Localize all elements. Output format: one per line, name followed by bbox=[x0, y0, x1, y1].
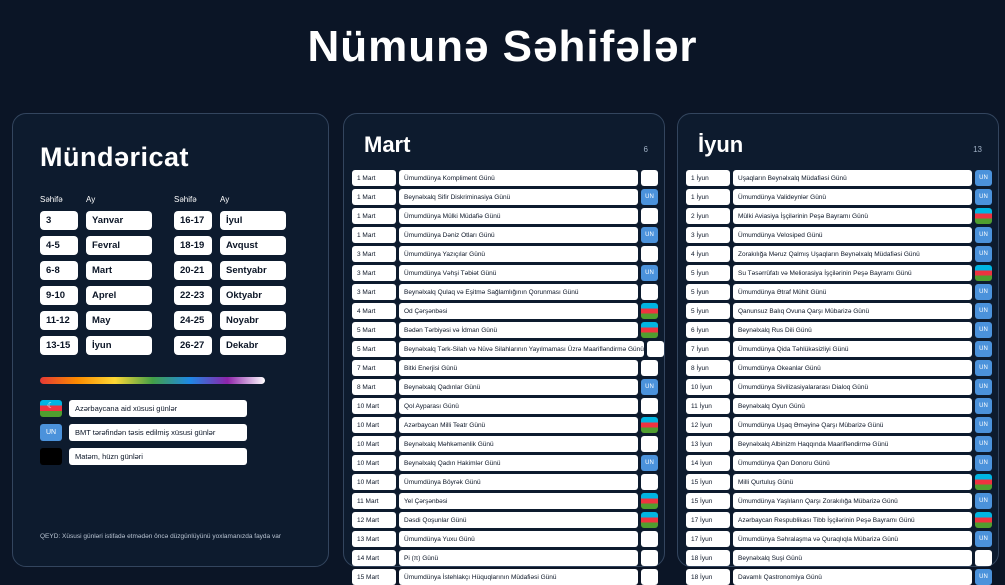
table-row[interactable] bbox=[352, 474, 658, 490]
row-name: Beynəlxalq Rus Dili Günü bbox=[733, 322, 972, 338]
toc-header-left bbox=[40, 195, 152, 204]
table-row[interactable] bbox=[352, 436, 658, 452]
un-flag-icon: UN bbox=[975, 493, 992, 509]
table-row[interactable] bbox=[686, 246, 992, 262]
row-date: 1 Mart bbox=[352, 170, 396, 186]
rainbow-divider bbox=[40, 377, 265, 384]
table-row[interactable] bbox=[352, 531, 658, 547]
row-date: 15 Mart bbox=[352, 569, 396, 585]
row-name: Azərbaycan Milli Teatr Günü bbox=[399, 417, 638, 433]
row-date: 15 İyun bbox=[686, 493, 730, 509]
toc-month: Avqust bbox=[220, 236, 286, 255]
table-row[interactable] bbox=[686, 360, 992, 376]
toc-row[interactable] bbox=[174, 211, 286, 230]
row-date: 13 İyun bbox=[686, 436, 730, 452]
toc-page: 24-25 bbox=[174, 311, 212, 330]
row-date: 1 İyun bbox=[686, 170, 730, 186]
row-date: 4 İyun bbox=[686, 246, 730, 262]
row-date: 5 İyun bbox=[686, 284, 730, 300]
row-name: Zorakılığa Məruz Qalmış Uşaqların Beynəlxalq Müdafiəsi Günü bbox=[733, 246, 972, 262]
row-date: 1 Mart bbox=[352, 189, 396, 205]
row-name: Azərbaycan Respublikası Tibb İşçilərinin Peşə Bayramı Günü bbox=[733, 512, 972, 528]
row-date: 2 İyun bbox=[686, 208, 730, 224]
month-card-iyun bbox=[677, 113, 999, 581]
legend-label: BMT tərəfindən təsis edilmiş xüsusi günlər bbox=[69, 424, 247, 441]
row-name: Beynəlxalq Qulaq və Eşitmə Sağlamlığının Qorunması Günü bbox=[399, 284, 638, 300]
row-name: Ümumdünya Yuxu Günü bbox=[399, 531, 638, 547]
row-name: Ümumdünya Valideynlər Günü bbox=[733, 189, 972, 205]
az-flag-icon bbox=[641, 303, 658, 319]
un-flag-icon: UN bbox=[975, 227, 992, 243]
table-row[interactable] bbox=[352, 265, 658, 281]
row-mark-icon bbox=[641, 284, 658, 300]
table-row[interactable] bbox=[686, 436, 992, 452]
table-row[interactable] bbox=[686, 417, 992, 433]
az-flag-icon bbox=[975, 208, 992, 224]
un-flag-icon: UN bbox=[641, 455, 658, 471]
row-mark-icon bbox=[975, 550, 992, 566]
row-mark-icon bbox=[641, 208, 658, 224]
row-date: 1 İyun bbox=[686, 189, 730, 205]
table-row[interactable] bbox=[686, 265, 992, 281]
row-date: 18 İyun bbox=[686, 569, 730, 585]
table-row[interactable] bbox=[686, 284, 992, 300]
table-row[interactable] bbox=[352, 322, 658, 338]
row-date: 5 Mart bbox=[352, 322, 396, 338]
row-date: 8 Mart bbox=[352, 379, 396, 395]
row-name: Yel Çərşənbəsi bbox=[399, 493, 638, 509]
table-row[interactable] bbox=[352, 284, 658, 300]
row-name: Ümumdünya Kompliment Günü bbox=[399, 170, 638, 186]
un-flag-icon: UN bbox=[975, 284, 992, 300]
toc-row[interactable] bbox=[40, 211, 152, 230]
toc-row[interactable] bbox=[174, 236, 286, 255]
iyun-rows bbox=[686, 170, 992, 585]
row-name: Ümumdünya Yazıçılar Günü bbox=[399, 246, 638, 262]
table-row[interactable] bbox=[686, 322, 992, 338]
month-header bbox=[678, 114, 998, 158]
row-mark-icon bbox=[641, 360, 658, 376]
row-name: Od Çərşənbəsi bbox=[399, 303, 638, 319]
row-name: Qanunsuz Balıq Ovuna Qarşı Mübarizə Günü bbox=[733, 303, 972, 319]
row-date: 17 İyun bbox=[686, 512, 730, 528]
toc-page: 20-21 bbox=[174, 261, 212, 280]
row-date: 6 İyun bbox=[686, 322, 730, 338]
un-flag-icon: UN bbox=[40, 424, 62, 441]
toc-page: 11-12 bbox=[40, 311, 78, 330]
toc-month: Mart bbox=[86, 261, 152, 280]
row-date: 15 İyun bbox=[686, 474, 730, 490]
row-date: 10 Mart bbox=[352, 398, 396, 414]
toc-column-right bbox=[174, 195, 286, 361]
row-name: Ümumdünya Qida Təhlükəsizliyi Günü bbox=[733, 341, 972, 357]
toc-row[interactable] bbox=[174, 261, 286, 280]
toc-page: 16-17 bbox=[174, 211, 212, 230]
row-name: Ümumdünya Velosiped Günü bbox=[733, 227, 972, 243]
row-name: Beynəlxalq Oyun Günü bbox=[733, 398, 972, 414]
row-date: 10 Mart bbox=[352, 417, 396, 433]
table-row[interactable] bbox=[352, 170, 658, 186]
toc-month: Dekabr bbox=[220, 336, 286, 355]
month-page-number: 13 bbox=[973, 145, 982, 154]
legend-label: Azərbaycana aid xüsusi günlər bbox=[69, 400, 247, 417]
table-of-contents-card bbox=[12, 113, 329, 567]
table-row[interactable] bbox=[686, 189, 992, 205]
toc-title: Mündəricat bbox=[40, 142, 190, 172]
row-date: 7 İyun bbox=[686, 341, 730, 357]
toc-page: 3 bbox=[40, 211, 78, 230]
table-row[interactable] bbox=[352, 493, 658, 509]
table-row[interactable] bbox=[686, 493, 992, 509]
row-name: Davamlı Qastronomiya Günü bbox=[733, 569, 972, 585]
row-name: Mülki Aviasiya İşçilərinin Peşə Bayramı Günü bbox=[733, 208, 972, 224]
month-name: İyun bbox=[698, 132, 744, 157]
table-row[interactable] bbox=[352, 360, 658, 376]
az-flag-icon bbox=[975, 474, 992, 490]
toc-month: İyul bbox=[220, 211, 286, 230]
row-name: Ümumdünya Dəniz Otları Günü bbox=[399, 227, 638, 243]
table-row[interactable] bbox=[686, 569, 992, 585]
toc-page: 18-19 bbox=[174, 236, 212, 255]
row-date: 11 İyun bbox=[686, 398, 730, 414]
un-flag-icon: UN bbox=[975, 398, 992, 414]
toc-header-month: Ay bbox=[86, 195, 96, 204]
legend bbox=[40, 400, 328, 465]
az-flag-icon bbox=[641, 493, 658, 509]
toc-row[interactable] bbox=[40, 261, 152, 280]
row-name: Ümumdünya Uşaq Əməyinə Qarşı Mübarizə Günü bbox=[733, 417, 972, 433]
table-row[interactable] bbox=[352, 417, 658, 433]
month-card-mart bbox=[343, 113, 665, 581]
row-name: Ümumdünya Yaşlıların Qarşı Zorakılığa Mübarizə Günü bbox=[733, 493, 972, 509]
month-header bbox=[344, 114, 664, 158]
un-flag-icon: UN bbox=[975, 436, 992, 452]
toc-header-page: Səhifə bbox=[40, 195, 63, 204]
un-flag-icon: UN bbox=[975, 455, 992, 471]
row-name: Ümumdünya İstehlakçı Hüquqlarının Müdafiəsi Günü bbox=[399, 569, 638, 585]
un-flag-icon: UN bbox=[641, 265, 658, 281]
row-name: Su Təsərrüfatı və Meliorasiya İşçilərinin Peşə Bayramı Günü bbox=[733, 265, 972, 281]
row-mark-icon bbox=[641, 398, 658, 414]
row-date: 10 Mart bbox=[352, 474, 396, 490]
table-row[interactable] bbox=[686, 227, 992, 243]
row-date: 18 İyun bbox=[686, 550, 730, 566]
row-name: Ümumdünya Sivilizasiyalararası Dialoq Günü bbox=[733, 379, 972, 395]
table-row[interactable] bbox=[352, 189, 658, 205]
legend-label: Matəm, hüzn günləri bbox=[69, 448, 247, 465]
un-flag-icon: UN bbox=[975, 417, 992, 433]
toc-row[interactable] bbox=[40, 336, 152, 355]
row-name: Bitki Enerjisi Günü bbox=[399, 360, 638, 376]
table-row[interactable] bbox=[686, 512, 992, 528]
row-mark-icon bbox=[641, 474, 658, 490]
table-row[interactable] bbox=[686, 531, 992, 547]
row-date: 5 İyun bbox=[686, 303, 730, 319]
toc-tables bbox=[40, 195, 328, 361]
row-name: Ümumdünya Okeanlar Günü bbox=[733, 360, 972, 376]
table-row[interactable] bbox=[686, 208, 992, 224]
table-row[interactable] bbox=[352, 341, 658, 357]
toc-month: Oktyabr bbox=[220, 286, 286, 305]
row-name: Beynəlxalq Qadınlar Günü bbox=[399, 379, 638, 395]
toc-row[interactable] bbox=[174, 311, 286, 330]
toc-page: 9-10 bbox=[40, 286, 78, 305]
toc-page: 26-27 bbox=[174, 336, 212, 355]
table-row[interactable] bbox=[352, 246, 658, 262]
toc-row[interactable] bbox=[40, 286, 152, 305]
toc-row[interactable] bbox=[40, 236, 152, 255]
row-date: 5 Mart bbox=[352, 341, 396, 357]
row-date: 4 Mart bbox=[352, 303, 396, 319]
mourning-icon bbox=[40, 448, 62, 465]
row-name: Beynəlxalq Albinizm Haqqında Maarifləndirmə Günü bbox=[733, 436, 972, 452]
az-flag-icon bbox=[40, 400, 62, 417]
un-flag-icon: UN bbox=[975, 531, 992, 547]
table-row[interactable] bbox=[686, 341, 992, 357]
table-row[interactable] bbox=[686, 170, 992, 186]
row-date: 10 Mart bbox=[352, 436, 396, 452]
table-row[interactable] bbox=[686, 379, 992, 395]
toc-month: Yanvar bbox=[86, 211, 152, 230]
table-row[interactable] bbox=[352, 512, 658, 528]
row-mark-icon bbox=[647, 341, 664, 357]
toc-page: 22-23 bbox=[174, 286, 212, 305]
row-date: 10 Mart bbox=[352, 455, 396, 471]
row-name: Dəsdi Qoşunlar Günü bbox=[399, 512, 638, 528]
row-mark-icon bbox=[641, 569, 658, 585]
toc-month: May bbox=[86, 311, 152, 330]
table-row[interactable] bbox=[686, 550, 992, 566]
az-flag-icon bbox=[641, 322, 658, 338]
un-flag-icon: UN bbox=[975, 170, 992, 186]
toc-row[interactable] bbox=[174, 286, 286, 305]
un-flag-icon: UN bbox=[975, 360, 992, 376]
az-flag-icon bbox=[641, 512, 658, 528]
row-date: 10 İyun bbox=[686, 379, 730, 395]
row-date: 1 Mart bbox=[352, 227, 396, 243]
un-flag-icon: UN bbox=[975, 303, 992, 319]
toc-page: 13-15 bbox=[40, 336, 78, 355]
row-date: 3 Mart bbox=[352, 265, 396, 281]
row-date: 14 İyun bbox=[686, 455, 730, 471]
table-row[interactable] bbox=[686, 455, 992, 471]
toc-page: 4-5 bbox=[40, 236, 78, 255]
un-flag-icon: UN bbox=[975, 322, 992, 338]
row-mark-icon bbox=[641, 246, 658, 262]
toc-month: Noyabr bbox=[220, 311, 286, 330]
toc-page: 6-8 bbox=[40, 261, 78, 280]
row-date: 3 İyun bbox=[686, 227, 730, 243]
un-flag-icon: UN bbox=[975, 569, 992, 585]
toc-column-left bbox=[40, 195, 152, 361]
table-row[interactable] bbox=[352, 379, 658, 395]
table-row[interactable] bbox=[352, 550, 658, 566]
az-flag-icon bbox=[641, 417, 658, 433]
toc-month: Fevral bbox=[86, 236, 152, 255]
row-mark-icon bbox=[641, 550, 658, 566]
toc-header-page: Səhifə bbox=[174, 195, 197, 204]
toc-note: QEYD: Xüsusi günləri istifadə etmədən öncə düzgünlüyünü yoxlamanızda fayda var bbox=[40, 533, 282, 540]
row-date: 12 Mart bbox=[352, 512, 396, 528]
toc-header-month: Ay bbox=[220, 195, 230, 204]
page-title: Nümunə Səhifələr bbox=[307, 22, 698, 71]
row-date: 7 Mart bbox=[352, 360, 396, 376]
table-row[interactable] bbox=[686, 398, 992, 414]
row-mark-icon bbox=[641, 170, 658, 186]
mart-rows bbox=[352, 170, 658, 585]
row-name: Ümumdünya Mülki Müdafiə Günü bbox=[399, 208, 638, 224]
row-date: 8 İyun bbox=[686, 360, 730, 376]
row-date: 14 Mart bbox=[352, 550, 396, 566]
table-row[interactable] bbox=[686, 474, 992, 490]
table-row[interactable] bbox=[352, 569, 658, 585]
row-name: Ümumdünya Böyrək Günü bbox=[399, 474, 638, 490]
un-flag-icon: UN bbox=[975, 189, 992, 205]
un-flag-icon: UN bbox=[975, 246, 992, 262]
row-name: Beynəlxalq Sifir Diskriminasiya Günü bbox=[399, 189, 638, 205]
un-flag-icon: UN bbox=[975, 341, 992, 357]
row-name: Ümumdünya Vəhşi Təbiət Günü bbox=[399, 265, 638, 281]
row-name: Bədən Tərbiyəsi və İdman Günü bbox=[399, 322, 638, 338]
toc-month: Aprel bbox=[86, 286, 152, 305]
table-row[interactable] bbox=[686, 303, 992, 319]
row-date: 13 Mart bbox=[352, 531, 396, 547]
row-date: 12 İyun bbox=[686, 417, 730, 433]
row-name: Ümumdünya Ətraf Mühit Günü bbox=[733, 284, 972, 300]
row-date: 11 Mart bbox=[352, 493, 396, 509]
row-name: Beynəlxalq Suşi Günü bbox=[733, 550, 972, 566]
legend-item bbox=[40, 400, 328, 417]
az-flag-icon bbox=[975, 265, 992, 281]
table-row[interactable] bbox=[352, 227, 658, 243]
row-date: 1 Mart bbox=[352, 208, 396, 224]
table-row[interactable] bbox=[352, 398, 658, 414]
row-name: Milli Qurtuluş Günü bbox=[733, 474, 972, 490]
un-flag-icon: UN bbox=[641, 189, 658, 205]
row-name: Ümumdünya Qan Donoru Günü bbox=[733, 455, 972, 471]
row-date: 5 İyun bbox=[686, 265, 730, 281]
row-name: Beynəlxalq Qadın Hakimlər Günü bbox=[399, 455, 638, 471]
toc-row[interactable] bbox=[174, 336, 286, 355]
toc-header-right bbox=[174, 195, 286, 204]
row-mark-icon bbox=[641, 436, 658, 452]
un-flag-icon: UN bbox=[641, 227, 658, 243]
legend-item bbox=[40, 448, 328, 465]
row-name: Beynəlxalq Tərk-Silah və Nüvə Silahlarının Yayılmaması Üzrə Maarifləndirmə Günü bbox=[399, 341, 644, 357]
toc-month: Sentyabr bbox=[220, 261, 286, 280]
row-date: 3 Mart bbox=[352, 246, 396, 262]
row-name: Ümumdünya Səhralaşma və Quraqlıqla Mübarizə Günü bbox=[733, 531, 972, 547]
un-flag-icon: UN bbox=[975, 379, 992, 395]
legend-item bbox=[40, 424, 328, 441]
table-row[interactable] bbox=[352, 208, 658, 224]
az-flag-icon bbox=[975, 512, 992, 528]
row-name: Qol Ayparası Günü bbox=[399, 398, 638, 414]
row-name: Pi (π) Günü bbox=[399, 550, 638, 566]
row-date: 3 Mart bbox=[352, 284, 396, 300]
toc-month: İyun bbox=[86, 336, 152, 355]
month-name: Mart bbox=[364, 132, 411, 157]
row-mark-icon bbox=[641, 531, 658, 547]
table-row[interactable] bbox=[352, 455, 658, 471]
row-name: Beynəlxalq Məhkəmənlik Günü bbox=[399, 436, 638, 452]
table-row[interactable] bbox=[352, 303, 658, 319]
row-date: 17 İyun bbox=[686, 531, 730, 547]
row-name: Uşaqların Beynəlxalq Müdafiəsi Günü bbox=[733, 170, 972, 186]
un-flag-icon: UN bbox=[641, 379, 658, 395]
toc-row[interactable] bbox=[40, 311, 152, 330]
month-page-number: 6 bbox=[643, 145, 648, 154]
